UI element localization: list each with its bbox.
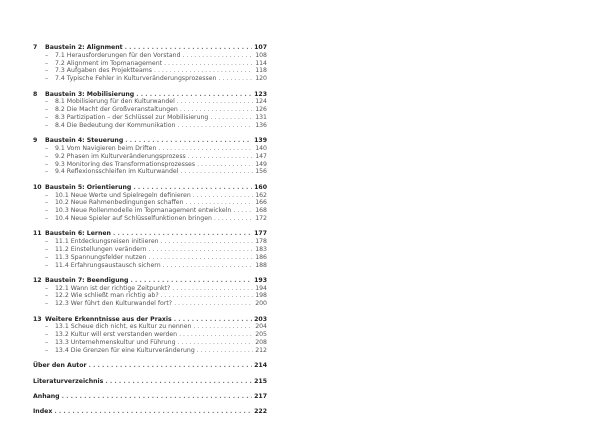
dash-marker: – xyxy=(45,106,49,114)
dash-marker: – xyxy=(45,191,49,199)
toc-section-entry xyxy=(33,67,267,75)
toc-section-entry xyxy=(33,145,267,153)
toc-section-entry xyxy=(33,347,267,355)
toc-section-entry xyxy=(33,199,267,207)
toc-section-entry xyxy=(33,153,267,161)
dot-leader xyxy=(214,215,253,223)
toc-chapter-group-8 xyxy=(33,91,267,130)
section-title: 13.1 Scheue dich nicht, es Kultur zu nennen xyxy=(55,323,192,331)
page-number: 194 xyxy=(255,284,267,292)
toc-section-entry xyxy=(33,246,267,254)
dot-leader xyxy=(154,67,253,75)
dash-marker: – xyxy=(45,121,49,129)
toc-section-entry xyxy=(33,292,267,300)
dash-marker: – xyxy=(45,300,49,308)
page-number: 172 xyxy=(255,214,267,222)
dash-marker: – xyxy=(45,207,49,215)
dot-leader xyxy=(89,362,253,370)
dash-marker: – xyxy=(45,98,49,106)
toc-chapter-group-12 xyxy=(33,277,267,308)
page-number: 205 xyxy=(255,331,267,339)
chapter-number: 13 xyxy=(33,315,42,323)
toc-backmatter-entry xyxy=(33,393,267,401)
toc-section-entry xyxy=(33,207,267,215)
toc-section-entry xyxy=(33,323,267,331)
section-title: 7.3 Aufgaben des Projektteams xyxy=(55,67,153,75)
dash-marker: – xyxy=(45,144,49,152)
page-number: 200 xyxy=(255,300,267,308)
dot-leader xyxy=(179,331,253,339)
section-title: 11.3 Spannungsfelder nutzen xyxy=(55,253,147,261)
dash-marker: – xyxy=(45,238,49,246)
backmatter-title: Über den Autor xyxy=(33,362,87,370)
page-number: 118 xyxy=(255,67,267,75)
dash-marker: – xyxy=(45,168,49,176)
page-number: 139 xyxy=(254,137,267,145)
dot-leader xyxy=(130,277,252,285)
section-title: 8.4 Die Bedeutung der Kommunikation xyxy=(55,121,176,129)
dash-marker: – xyxy=(45,284,49,292)
dot-leader xyxy=(233,207,253,215)
section-title: 12.3 Wer führt den Kulturwandel fort? xyxy=(55,300,173,308)
dot-leader xyxy=(197,347,253,355)
dot-leader xyxy=(177,98,253,106)
dot-leader xyxy=(164,60,253,68)
page-number: 147 xyxy=(255,152,267,160)
section-title: 7.2 Alignment im Topmanagement xyxy=(55,59,163,67)
toc-section-entry xyxy=(33,98,267,106)
page-number: 183 xyxy=(255,245,267,253)
toc-section-entry xyxy=(33,254,267,262)
section-title: 8.3 Partizipation – der Schlüssel zur Mobilisierung xyxy=(55,113,209,121)
page-number: 166 xyxy=(255,199,267,207)
chapter-number: 11 xyxy=(33,230,42,238)
toc-chapter-entry xyxy=(33,44,267,52)
dash-marker: – xyxy=(45,51,49,59)
page-number: 168 xyxy=(255,207,267,215)
dash-marker: – xyxy=(45,160,49,168)
dot-leader xyxy=(186,199,253,207)
dash-marker: – xyxy=(45,346,49,354)
section-title: 9.4 Reflexionsschleifen im Kulturwandel xyxy=(55,168,179,176)
dash-marker: – xyxy=(45,59,49,67)
chapter-number: 8 xyxy=(33,90,38,98)
section-title: 10.1 Neue Werte und Spielregeln definieren xyxy=(55,191,191,199)
page-number: 212 xyxy=(255,346,267,354)
page-number: 208 xyxy=(255,339,267,347)
section-title: 9.2 Phasen im Kulturveränderungsprozess xyxy=(55,152,186,160)
page-number: 186 xyxy=(255,253,267,261)
dot-leader xyxy=(148,246,253,254)
section-title: 8.1 Mobilisierung für den Kulturwandel xyxy=(55,98,175,106)
page-number: 136 xyxy=(255,121,267,129)
dot-leader xyxy=(161,292,253,300)
chapter-number: 12 xyxy=(33,276,42,284)
toc-chapter-entry xyxy=(33,316,267,324)
page-number: 204 xyxy=(255,323,267,331)
section-title: 13.2 Kultur will erst verstanden werden xyxy=(55,331,178,339)
section-title: 7.1 Herausforderungen für den Vorstand xyxy=(55,51,181,59)
page-number: 222 xyxy=(254,408,267,416)
page-number: 214 xyxy=(254,362,267,370)
page-number: 178 xyxy=(255,238,267,246)
section-title: 10.2 Neue Rahmenbedingungen schaffen xyxy=(55,199,184,207)
dot-leader xyxy=(193,192,253,200)
chapter-title: Baustein 2: Alignment xyxy=(45,44,123,51)
dash-marker: – xyxy=(45,339,49,347)
toc-section-entry xyxy=(33,60,267,68)
toc-chapter-group-10 xyxy=(33,184,267,223)
section-title: 7.4 Typische Fehler in Kulturveränderungsprozessen xyxy=(55,75,217,83)
chapter-title: Baustein 5: Orientierung xyxy=(45,183,132,191)
page-number: 108 xyxy=(255,51,267,59)
page-number: 188 xyxy=(255,261,267,269)
dash-marker: – xyxy=(45,75,49,83)
chapter-title: Baustein 3: Mobilisierung xyxy=(45,90,135,98)
page-number: 114 xyxy=(255,59,267,67)
page-number: 126 xyxy=(255,106,267,114)
dot-leader xyxy=(193,323,253,331)
backmatter-title: Literaturverzeichnis xyxy=(33,377,104,385)
toc-backmatter-entry xyxy=(33,378,267,386)
dot-leader xyxy=(183,52,254,60)
dot-leader xyxy=(125,137,252,145)
toc-chapter-entry xyxy=(33,91,267,99)
page-number: 217 xyxy=(254,393,267,401)
dot-leader xyxy=(161,238,253,246)
toc-chapter-entry xyxy=(33,137,267,145)
toc-section-entry xyxy=(33,106,267,114)
dot-leader xyxy=(105,378,252,386)
dot-leader xyxy=(197,161,253,169)
page-number: 131 xyxy=(255,113,267,121)
section-title: 13.3 Unternehmenskultur und Führung xyxy=(55,339,176,347)
toc-section-entry xyxy=(33,161,267,169)
dot-leader xyxy=(148,254,253,262)
section-title: 12.2 Wie schließt man richtig ab? xyxy=(55,292,159,300)
backmatter-title: Index xyxy=(33,408,53,416)
section-title: 12.1 Wann ist der richtige Zeitpunkt? xyxy=(55,284,171,292)
table-of-contents xyxy=(33,44,267,424)
dash-marker: – xyxy=(45,214,49,222)
dot-leader xyxy=(158,145,253,153)
chapter-title: Baustein 4: Steuerung xyxy=(45,137,124,145)
section-title: 11.4 Erfahrungsaustausch sichern xyxy=(55,261,161,269)
toc-section-entry xyxy=(33,262,267,270)
page-number: 124 xyxy=(255,98,267,106)
section-title: 13.4 Die Grenzen für eine Kulturveränderung xyxy=(55,346,195,354)
dot-leader xyxy=(172,285,253,293)
toc-chapter-entry xyxy=(33,277,267,285)
dash-marker: – xyxy=(45,292,49,300)
toc-section-entry xyxy=(33,285,267,293)
section-title: 10.3 Neue Rollenmodelle im Topmanagement entwickeln xyxy=(55,207,232,215)
toc-section-entry xyxy=(33,331,267,339)
dash-marker: – xyxy=(45,261,49,269)
dot-leader xyxy=(125,44,252,52)
toc-chapter-group-9 xyxy=(33,137,267,176)
chapter-number: 9 xyxy=(33,137,38,145)
page-number: 193 xyxy=(254,276,267,284)
dot-leader xyxy=(188,153,253,161)
page-number: 123 xyxy=(254,90,267,98)
backmatter-title: Anhang xyxy=(33,393,60,401)
page-number: 120 xyxy=(255,75,267,83)
toc-section-entry xyxy=(33,114,267,122)
dash-marker: – xyxy=(45,245,49,253)
toc-section-entry xyxy=(33,339,267,347)
toc-section-entry xyxy=(33,52,267,60)
page-number: 177 xyxy=(254,230,267,238)
toc-chapter-group-11 xyxy=(33,230,267,269)
dot-leader xyxy=(174,300,253,308)
section-title: 11.2 Einstellungen verändern xyxy=(55,245,147,253)
dot-leader xyxy=(178,339,254,347)
page-number: 140 xyxy=(255,144,267,152)
toc-chapter-entry xyxy=(33,184,267,192)
section-title: 11.1 Entdeckungsreisen initiieren xyxy=(55,238,159,246)
page-number: 149 xyxy=(255,160,267,168)
chapter-title: Baustein 6: Lernen xyxy=(45,230,111,238)
dot-leader xyxy=(54,408,252,416)
toc-chapter-group-13 xyxy=(33,316,267,355)
page-number: 203 xyxy=(254,315,267,323)
section-title: 8.2 Die Macht der Großveranstaltungen xyxy=(55,106,178,114)
page-number: 156 xyxy=(255,168,267,176)
dot-leader xyxy=(136,91,252,99)
dash-marker: – xyxy=(45,152,49,160)
dot-leader xyxy=(218,75,253,83)
dot-leader xyxy=(133,184,252,192)
dot-leader xyxy=(163,262,253,270)
dot-leader xyxy=(177,122,253,130)
toc-section-entry xyxy=(33,75,267,83)
toc-section-entry xyxy=(33,238,267,246)
toc-chapter-entry xyxy=(33,230,267,238)
dot-leader xyxy=(180,106,253,114)
dot-leader xyxy=(62,393,252,401)
dot-leader xyxy=(180,168,253,176)
page-number: 198 xyxy=(255,292,267,300)
section-title: 9.1 Vom Navigieren beim Driften xyxy=(55,144,157,152)
page-number: 162 xyxy=(255,191,267,199)
toc-section-entry xyxy=(33,215,267,223)
chapter-title: Weitere Erkenntnisse aus der Praxis xyxy=(45,315,172,323)
dash-marker: – xyxy=(45,67,49,75)
toc-backmatter-entry xyxy=(33,362,267,370)
dot-leader xyxy=(174,316,252,324)
chapter-title: Baustein 7: Beendigung xyxy=(45,276,129,284)
page-number: 160 xyxy=(254,183,267,191)
page-number: 107 xyxy=(254,44,267,51)
toc-section-entry xyxy=(33,192,267,200)
dash-marker: – xyxy=(45,113,49,121)
dot-leader xyxy=(210,114,253,122)
toc-section-entry xyxy=(33,122,267,130)
dash-marker: – xyxy=(45,199,49,207)
toc-section-entry xyxy=(33,168,267,176)
toc-section-entry xyxy=(33,300,267,308)
section-title: 9.3 Monitoring des Transformationsprozesses xyxy=(55,160,196,168)
dash-marker: – xyxy=(45,331,49,339)
dash-marker: – xyxy=(45,323,49,331)
section-title: 10.4 Neue Spieler auf Schlüsselfunktionen bringen xyxy=(55,214,212,222)
toc-chapter-group-7 xyxy=(33,44,267,83)
toc-backmatter-entry xyxy=(33,408,267,416)
dot-leader xyxy=(113,230,252,238)
chapter-number: 7 xyxy=(33,44,38,51)
dash-marker: – xyxy=(45,253,49,261)
chapter-number: 10 xyxy=(33,183,42,191)
page-number: 215 xyxy=(254,377,267,385)
